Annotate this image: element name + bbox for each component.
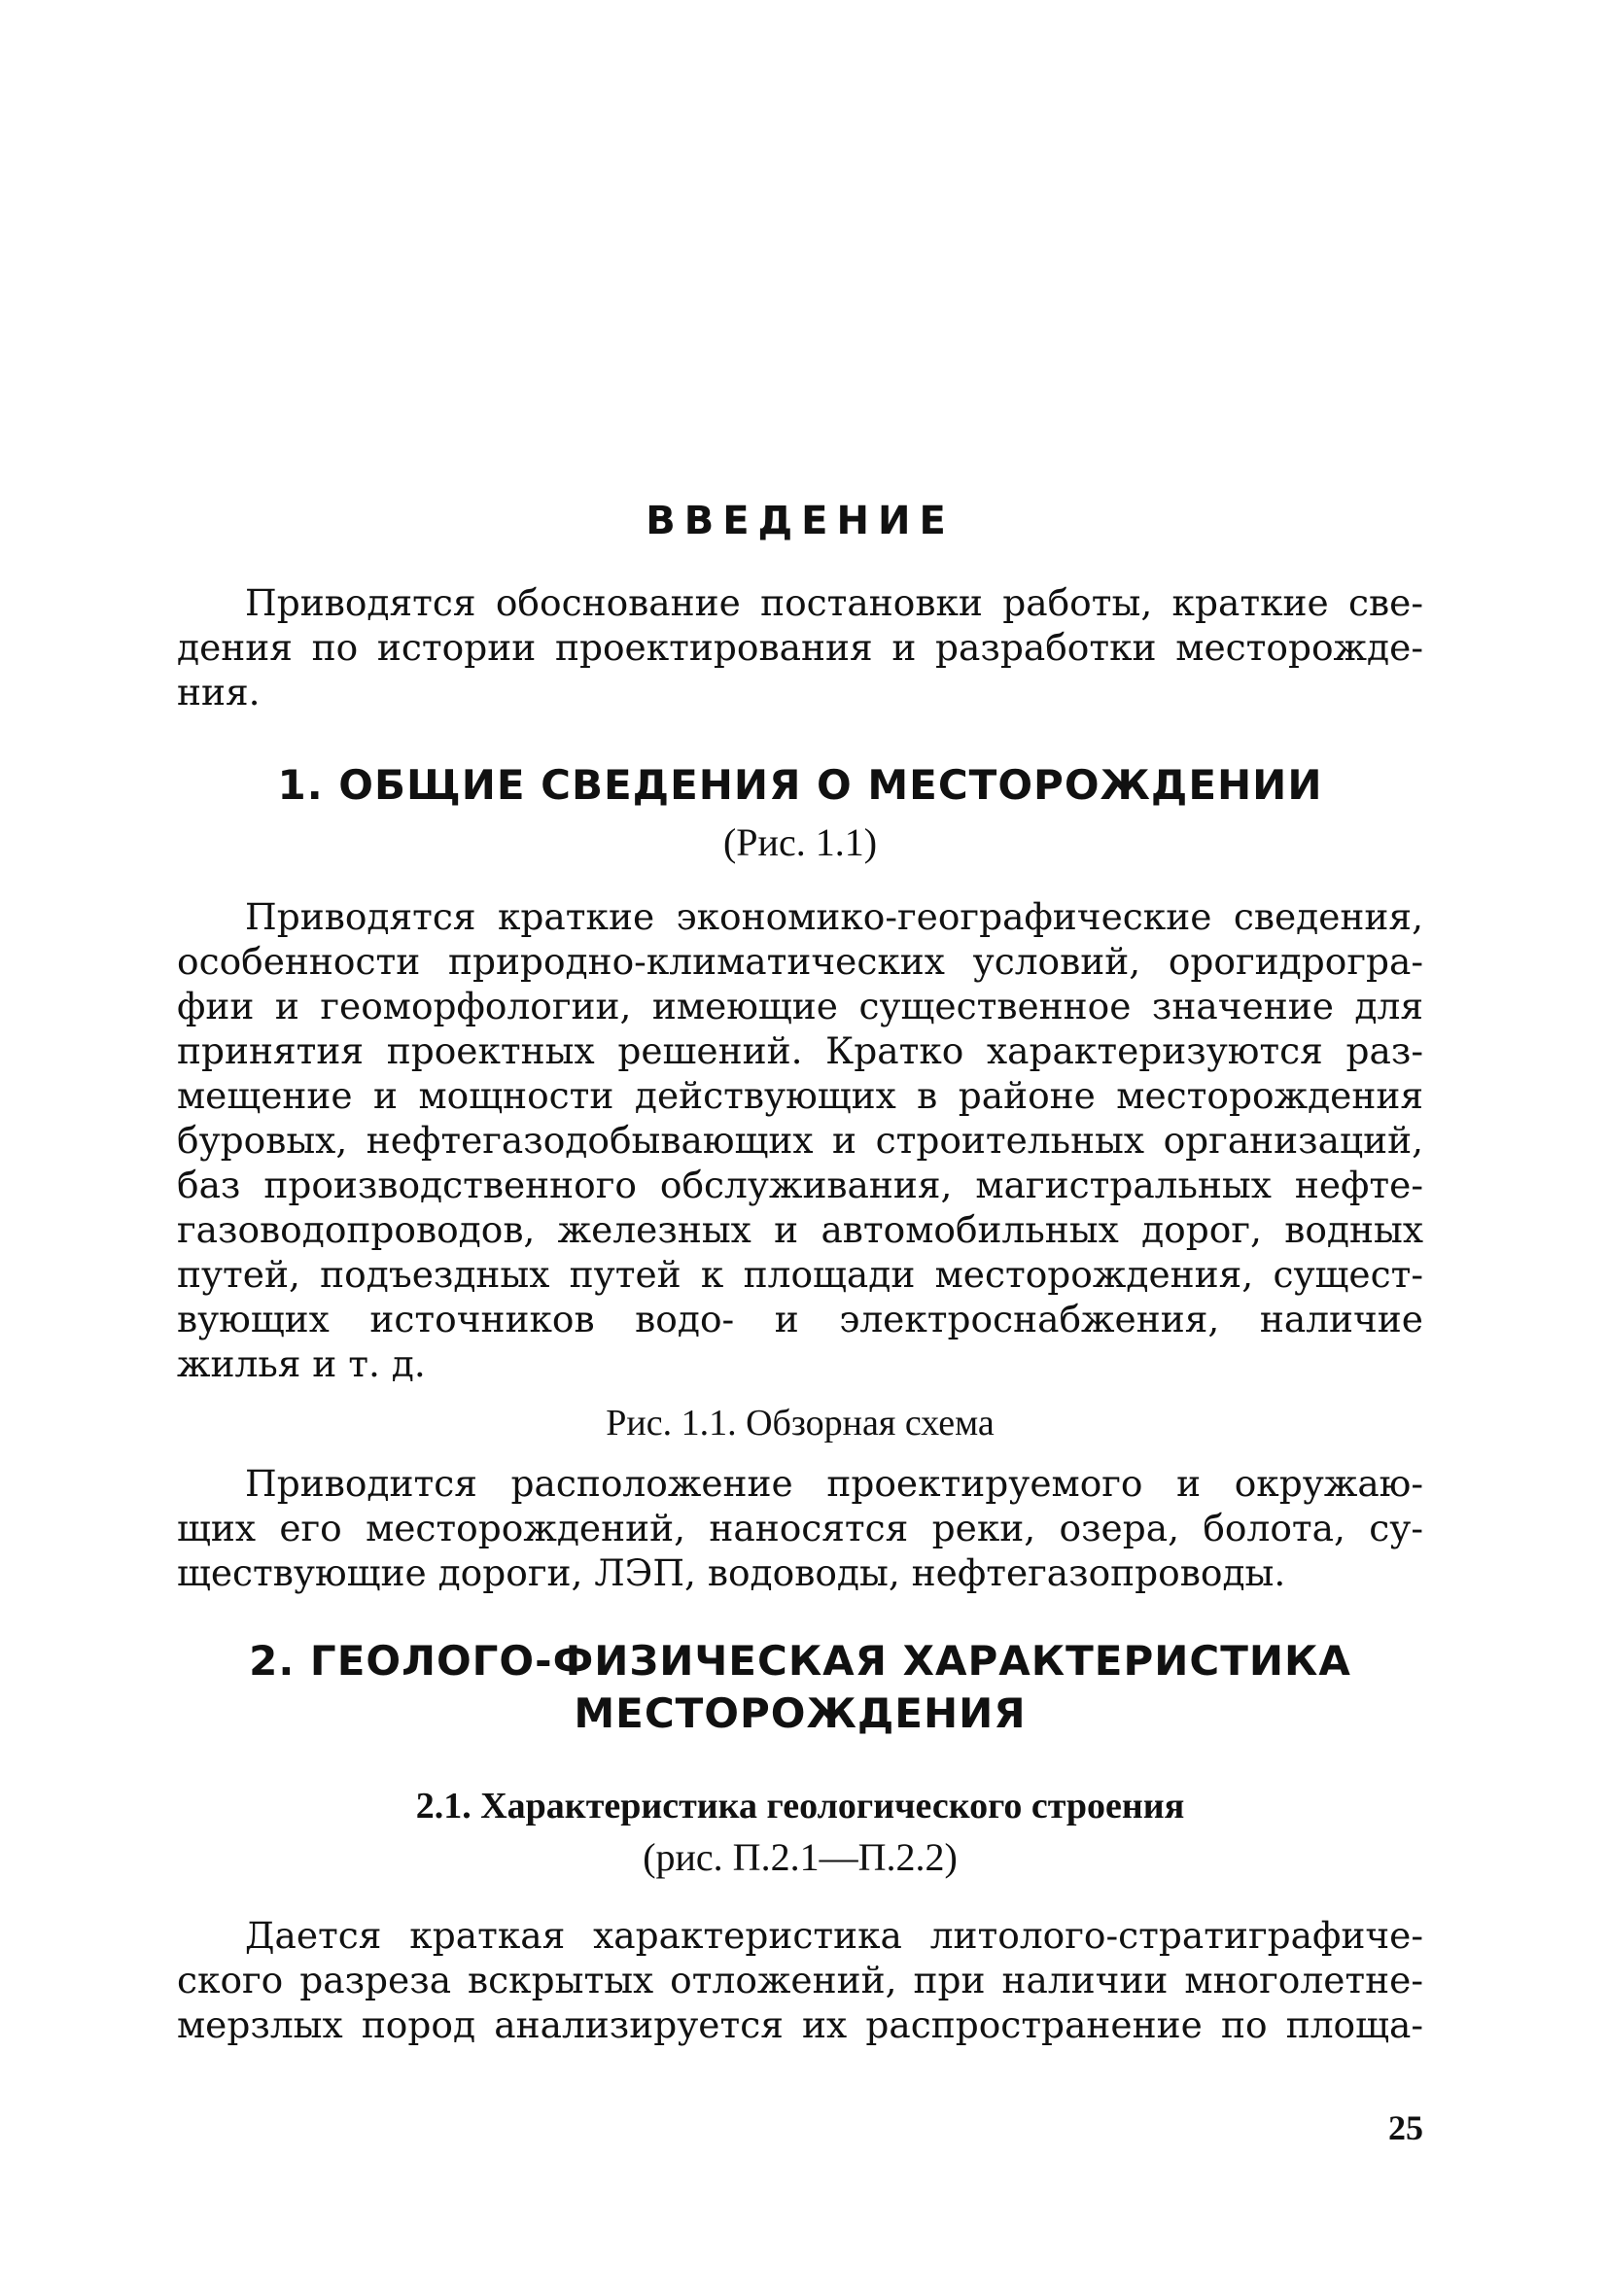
figure-1-1-caption: Рис. 1.1. Обзорная схема bbox=[606, 1403, 995, 1444]
section-1-line-11: жилья и т. д. bbox=[177, 1342, 426, 1385]
page-number: 25 bbox=[1388, 2108, 1423, 2147]
section-1-line-9: путей, подъездных путей к площади месторождения, сущест- bbox=[177, 1253, 1423, 1296]
figure-1-1-line-1: Приводится расположение проектируемого и окружаю- bbox=[245, 1462, 1423, 1505]
intro-heading: ВВЕДЕНИЕ bbox=[646, 499, 955, 543]
section-1-line-10: вующих источников водо- и электроснабжения, наличие bbox=[177, 1298, 1423, 1340]
section-1-line-1: Приводятся краткие экономико-географические сведения, bbox=[245, 895, 1423, 938]
section-2-heading-line-2: МЕСТОРОЖДЕНИЯ bbox=[574, 1689, 1027, 1737]
section-1-line-3: фии и геоморфологии, имеющие существенное значение для bbox=[177, 985, 1423, 1027]
figure-1-1-line-2: щих его месторождений, наносятся реки, озера, болота, су- bbox=[177, 1507, 1423, 1549]
section-1-line-7: баз производственного обслуживания, магистральных нефте- bbox=[177, 1164, 1423, 1206]
subsection-2-1-line-2: ского разреза вскрытых отложений, при наличии многолетне- bbox=[177, 1959, 1423, 2001]
figure-1-1-line-3: ществующие дороги, ЛЭП, водоводы, нефтегазопроводы. bbox=[177, 1551, 1286, 1594]
subsection-2-1-line-1: Дается краткая характеристика литолого-стратиграфиче- bbox=[245, 1914, 1423, 1957]
section-1-heading: 1. ОБЩИЕ СВЕДЕНИЯ О МЕСТОРОЖДЕНИИ bbox=[277, 761, 1323, 809]
intro-line-3: ния. bbox=[177, 671, 261, 713]
section-2-heading-line-1: 2. ГЕОЛОГО-ФИЗИЧЕСКАЯ ХАРАКТЕРИСТИКА bbox=[249, 1637, 1351, 1685]
section-1-figure-ref: (Рис. 1.1) bbox=[722, 820, 878, 864]
section-1-line-5: мещение и мощности действующих в районе месторождения bbox=[177, 1074, 1423, 1117]
section-1-line-8: газоводопроводов, железных и автомобильных дорог, водных bbox=[177, 1208, 1423, 1251]
section-1-line-6: буровых, нефтегазодобывающих и строительных организаций, bbox=[177, 1119, 1423, 1162]
subsection-2-1-line-3: мерзлых пород анализируется их распространение по площа- bbox=[177, 2003, 1423, 2046]
intro-line-1: Приводятся обоснование постановки работы, краткие све- bbox=[245, 581, 1423, 624]
subsection-2-1-figure-ref: (рис. П.2.1—П.2.2) bbox=[643, 1835, 958, 1879]
subsection-2-1-heading: 2.1. Характеристика геологического строения bbox=[415, 1786, 1185, 1826]
section-1-line-2: особенности природно-климатических условий, орогидрогра- bbox=[177, 940, 1423, 983]
section-1-line-4: принятия проектных решений. Кратко характеризуются раз- bbox=[177, 1029, 1423, 1072]
intro-line-2: дения по истории проектирования и разработки месторожде- bbox=[177, 626, 1423, 669]
text-column bbox=[177, 0, 1423, 2296]
